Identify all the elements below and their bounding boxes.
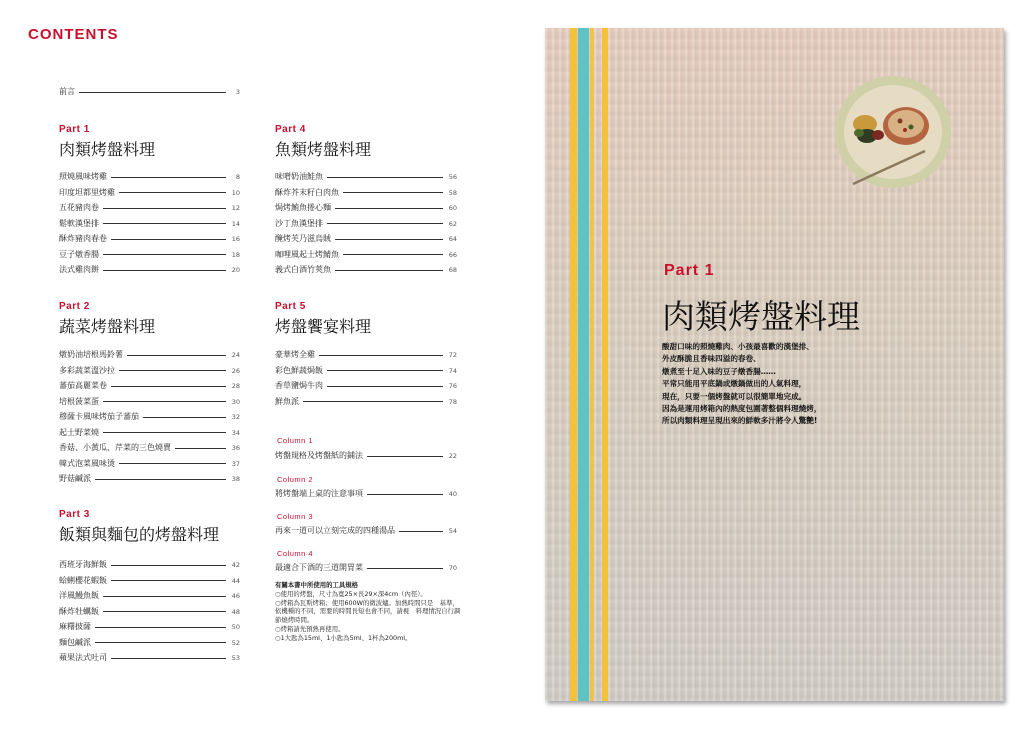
- toc-label: 彩色鮮蔬焗飯: [275, 365, 323, 375]
- toc-label: 沙丁魚漢堡排: [275, 218, 323, 228]
- toc-row[interactable]: [59, 202, 240, 214]
- toc-row[interactable]: [275, 380, 457, 392]
- column4-row[interactable]: [275, 562, 457, 574]
- leader-line: [111, 177, 226, 178]
- toc-label: 韓式泡菜風味烫: [59, 458, 115, 468]
- toc-label: 咖哩風起士烤鯖魚: [275, 249, 339, 259]
- part3-tag: Part 3: [59, 509, 90, 520]
- toc-page: 76: [448, 382, 457, 390]
- toc-label: 酥炸芥末籽白肉魚: [275, 187, 339, 197]
- leader-line: [103, 611, 226, 612]
- toc-row[interactable]: [59, 411, 240, 423]
- desc-line: 因為是運用烤箱內的熱度包圍著整個料理燒烤，: [662, 404, 822, 414]
- toc-page: 3: [235, 88, 240, 96]
- toc-label: 培根菠菜蛋: [59, 396, 99, 406]
- notes-line: ○使用的烤盤，尺寸為寬25×長29×深4cm（內徑）。: [275, 589, 427, 598]
- toc-page: 14: [231, 219, 240, 228]
- desc-line: 所以肉類料理呈現出來的鮮軟多汁將令人驚艷!: [662, 416, 818, 426]
- toc-page: 46: [231, 592, 240, 600]
- toc-label: 五花豬肉卷: [59, 203, 99, 212]
- food-plate-image: [831, 72, 955, 192]
- toc-row[interactable]: [275, 171, 457, 183]
- toc-row[interactable]: [59, 559, 240, 571]
- yellow-stripe-thin: [590, 28, 594, 701]
- toc-page: 68: [448, 266, 457, 274]
- toc-page: 66: [448, 250, 457, 259]
- toc-page: 54: [448, 527, 457, 535]
- toc-label: 豆子燉香腸: [59, 249, 99, 259]
- toc-label: 照燒風味烤雞: [59, 172, 107, 181]
- toc-row[interactable]: [59, 187, 240, 199]
- toc-label: 酥炸豬肉春卷: [59, 234, 107, 243]
- toc-row[interactable]: [275, 365, 457, 377]
- desc-line: 外皮酥脆且香味四溢的春卷、: [662, 354, 761, 364]
- toc-row[interactable]: [59, 249, 240, 261]
- desc-line: 現在，只要一個烤盤就可以很簡單地完成。: [662, 391, 807, 401]
- toc-label: 蛤蜊櫻花蝦飯: [59, 575, 107, 585]
- leader-line: [343, 254, 443, 255]
- toc-row[interactable]: [59, 427, 240, 439]
- leader-line: [79, 92, 226, 93]
- leader-line: [367, 568, 443, 569]
- toc-row[interactable]: [59, 365, 240, 377]
- toc-label: 再來一道可以立刻完成的四種湯品: [275, 526, 395, 535]
- leader-line: [335, 208, 443, 209]
- toc-label: 蕃茄高麗菜卷: [59, 381, 107, 390]
- toc-page: 16: [231, 235, 240, 243]
- leader-line: [127, 355, 226, 356]
- toc-row[interactable]: [59, 637, 240, 649]
- part2-tag: Part 2: [59, 301, 90, 312]
- leader-line: [103, 223, 226, 224]
- leader-line: [335, 239, 443, 240]
- leader-line: [111, 386, 226, 387]
- toc-page: 30: [231, 397, 240, 406]
- part3-title: 飯類與麵包的烤盤料理: [59, 525, 220, 544]
- toc-page: 18: [231, 250, 240, 259]
- column1-tag: Column 1: [277, 436, 314, 445]
- toc-label: 將烤盤端上桌的注意事項: [275, 489, 363, 498]
- toc-page: 50: [231, 623, 240, 631]
- leader-line: [103, 270, 226, 271]
- yellow-stripe: [570, 28, 577, 701]
- part5-title: 烤盤饗宴料理: [275, 317, 372, 336]
- desc-line: 燉煮至十足入味的豆子燉香腸……: [662, 366, 776, 376]
- toc-label: 麵包鹹派: [59, 637, 91, 647]
- leader-line: [119, 463, 226, 464]
- toc-page: 8: [235, 173, 240, 181]
- column3-tag: Column 3: [277, 512, 314, 521]
- leader-line: [327, 370, 443, 371]
- part2-title: 蔬菜烤盤料理: [59, 317, 156, 336]
- leader-line: [111, 565, 226, 566]
- toc-row[interactable]: [59, 458, 240, 470]
- leader-line: [143, 417, 226, 418]
- toc-label: 洋風鰻魚飯: [59, 591, 99, 600]
- toc-label: 鮮魚派: [275, 396, 299, 406]
- toc-page: 24: [231, 351, 240, 359]
- toc-label: 酥炸牡蠣飯: [59, 606, 99, 616]
- toc-row[interactable]: [275, 249, 457, 261]
- toc-row[interactable]: [59, 233, 240, 245]
- toc-page: 74: [448, 366, 457, 375]
- toc-page: 58: [448, 188, 457, 197]
- leader-line: [319, 355, 443, 356]
- toc-page: 28: [231, 382, 240, 390]
- toc-row[interactable]: [275, 202, 457, 214]
- toc-page: 32: [231, 413, 240, 421]
- toc-label: 法式雞肉餅: [59, 265, 99, 274]
- leader-line: [95, 479, 226, 480]
- toc-row[interactable]: [275, 349, 457, 361]
- notes-heading: 有關本書中所使用的工具規格: [275, 581, 359, 589]
- toc-label: 醃烤芙乃滋烏賊: [275, 234, 331, 243]
- toc-row[interactable]: [59, 473, 240, 485]
- toc-page: 52: [231, 638, 240, 647]
- leader-line: [399, 531, 443, 532]
- toc-label: 鬆軟漢堡排: [59, 218, 99, 228]
- leader-line: [103, 254, 226, 255]
- toc-page: 37: [231, 459, 240, 468]
- leader-line: [119, 370, 226, 371]
- toc-label: 香草鹽焗牛肉: [275, 381, 323, 390]
- toc-label: 起士野菜燒: [59, 427, 99, 437]
- column2-tag: Column 2: [277, 475, 314, 484]
- toc-row[interactable]: [59, 621, 240, 633]
- toc-label: 豪華烤全雞: [275, 350, 315, 359]
- toc-page: 48: [231, 607, 240, 616]
- toc-row[interactable]: [59, 575, 240, 587]
- notes-line: ○烤箱請先預熱再使用。: [275, 624, 345, 633]
- toc-label: 前言: [59, 87, 75, 96]
- toc-row[interactable]: [275, 218, 457, 230]
- desc-line: 平常只能用平底鍋或燉鍋做出的人氣料理，: [662, 379, 807, 389]
- toc-row[interactable]: [59, 590, 240, 602]
- part1-title: 肉類烤盤料理: [59, 140, 156, 159]
- toc-label: 義式白酒竹莢魚: [275, 265, 331, 274]
- toc-label: 野菇鹹派: [59, 474, 91, 483]
- notes-line: ○1大匙為15ml、1小匙為5ml、1杯為200ml。: [275, 633, 412, 642]
- toc-page: 40: [448, 490, 457, 498]
- toc-page: 12: [231, 204, 240, 212]
- leader-line: [95, 642, 226, 643]
- leader-line: [111, 658, 226, 659]
- toc-row[interactable]: [275, 187, 457, 199]
- leader-line: [175, 448, 226, 449]
- toc-page: 78: [448, 397, 457, 406]
- toc-label: 西班牙海鮮飯: [59, 560, 107, 569]
- teal-stripe: [578, 28, 589, 701]
- leader-line: [103, 596, 226, 597]
- toc-page: 20: [231, 266, 240, 274]
- column4-tag: Column 4: [277, 549, 314, 558]
- spread-description: [662, 341, 892, 428]
- leader-line: [95, 627, 226, 628]
- leader-line: [367, 456, 443, 457]
- toc-page: 72: [448, 351, 457, 359]
- notes-line: ○烤箱為瓦斯烤箱；使用600W的微波爐。加熱時間只是 基準，依機種的不同，需要的時間長短也會不同，請視 料理情況自行調節燒烤時間。: [275, 598, 461, 625]
- toc-label: 印度坦都里烤雞: [59, 187, 115, 197]
- toc-row[interactable]: [59, 606, 240, 618]
- toc-page: 26: [231, 366, 240, 375]
- part1-opener-page: [545, 28, 1004, 701]
- leader-line: [343, 192, 443, 193]
- toc-row[interactable]: [275, 264, 457, 276]
- toc-label: 燉奶油培根馬鈴薯: [59, 350, 123, 359]
- column1-row[interactable]: [275, 450, 457, 462]
- toc-page: 36: [231, 444, 240, 452]
- contents-heading: CONTENTS: [28, 26, 119, 43]
- toc-row[interactable]: [59, 442, 240, 454]
- toc-page: 34: [231, 428, 240, 437]
- leader-line: [103, 208, 226, 209]
- part5-tag: Part 5: [275, 301, 306, 312]
- toc-row[interactable]: [59, 171, 240, 183]
- leader-line: [103, 432, 226, 433]
- toc-page: 62: [448, 219, 457, 228]
- column3-row[interactable]: [275, 525, 457, 537]
- toc-row[interactable]: [275, 396, 457, 408]
- toc-label: 蘋果法式吐司: [59, 653, 107, 662]
- spread-title: 肉類烤盤料理: [662, 297, 860, 336]
- leader-line: [327, 223, 443, 224]
- toc-page: 38: [231, 475, 240, 483]
- tool-notes: [275, 581, 465, 643]
- part4-title: 魚類烤盤料理: [275, 140, 372, 159]
- leader-line: [335, 270, 443, 271]
- toc-label: 焗烤鮪魚捲心麵: [275, 203, 331, 212]
- toc-row[interactable]: [59, 264, 240, 276]
- leader-line: [103, 401, 226, 402]
- leader-line: [111, 239, 226, 240]
- leader-line: [327, 177, 443, 178]
- leader-line: [119, 192, 226, 193]
- toc-row-preface[interactable]: [59, 86, 240, 98]
- toc-label: 味噌奶油鮭魚: [275, 172, 323, 181]
- toc-page: 22: [448, 452, 457, 460]
- leader-line: [367, 494, 443, 495]
- toc-row[interactable]: [59, 652, 240, 664]
- toc-row[interactable]: [275, 233, 457, 245]
- toc-label: 多彩蔬菜溫沙拉: [59, 365, 115, 375]
- toc-label: 最適合下酒的三道開胃菜: [275, 563, 363, 572]
- toc-row[interactable]: [59, 380, 240, 392]
- toc-page: 70: [448, 564, 457, 572]
- toc-row[interactable]: [59, 218, 240, 230]
- toc-page: 64: [448, 235, 457, 243]
- toc-label: 烤盤規格及烤盤紙的鋪法: [275, 451, 363, 460]
- toc-page: 10: [231, 188, 240, 197]
- toc-row[interactable]: [59, 396, 240, 408]
- desc-line: 酸甜口味的照燒雞肉、小孩最喜歡的漢堡排、: [662, 342, 814, 351]
- spread-part-tag: Part 1: [664, 262, 715, 279]
- part4-tag: Part 4: [275, 124, 306, 135]
- column2-row[interactable]: [275, 488, 457, 500]
- toc-page: 42: [231, 561, 240, 569]
- toc-label: 穆薩卡風味烤茄子蕃茄: [59, 412, 139, 421]
- toc-row[interactable]: [59, 349, 240, 361]
- toc-page: 60: [448, 204, 457, 212]
- leader-line: [303, 401, 443, 402]
- toc-label: 香菇、小黃瓜、芹菜的三色燒賣: [59, 443, 171, 452]
- toc-label: 麻糬披薩: [59, 622, 91, 631]
- leader-line: [327, 386, 443, 387]
- yellow-stripe-2: [602, 28, 608, 701]
- part1-tag: Part 1: [59, 124, 90, 135]
- toc-page: 44: [231, 576, 240, 585]
- toc-page: 53: [231, 654, 240, 662]
- toc-page: 56: [448, 173, 457, 181]
- leader-line: [111, 580, 226, 581]
